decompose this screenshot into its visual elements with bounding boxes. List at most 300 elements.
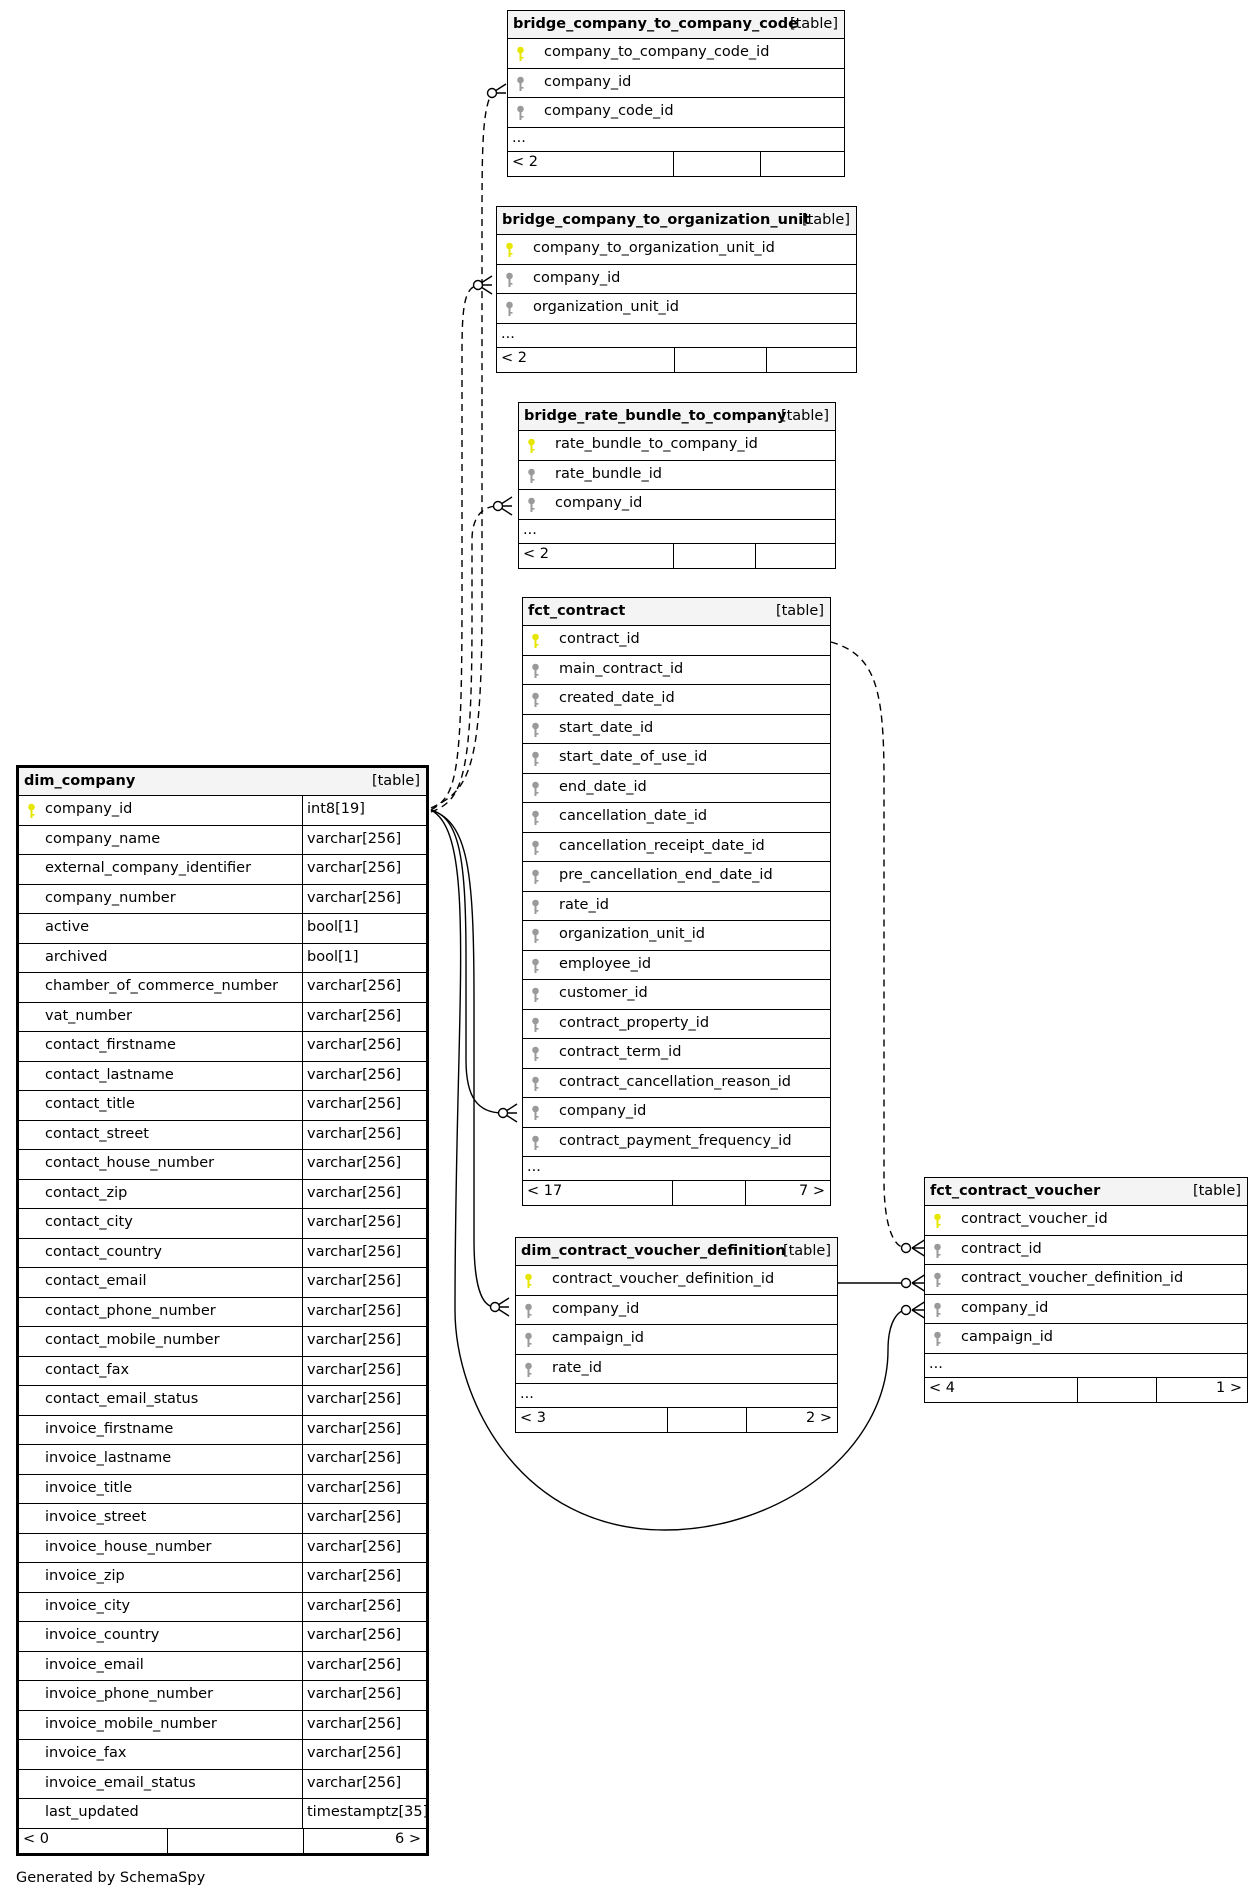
column-type: varchar[256] <box>302 1593 426 1622</box>
column-type: varchar[256] <box>302 885 426 914</box>
table-type: [table] <box>780 408 829 424</box>
foreign-key-icon <box>505 301 514 317</box>
column-name[interactable]: contract_payment_frequency_id <box>559 1132 792 1149</box>
foreign-key-icon <box>516 76 525 92</box>
column-row[interactable] <box>519 461 835 491</box>
column-name[interactable]: contract_id <box>559 631 640 647</box>
foreign-key-icon <box>933 1272 942 1288</box>
column-row[interactable] <box>19 1062 426 1092</box>
parents-count[interactable]: < 0 <box>23 1830 49 1847</box>
column-name[interactable]: contact_house_number <box>45 1155 215 1171</box>
children-count[interactable]: 2 > <box>806 1410 832 1426</box>
foreign-key-icon <box>531 987 540 1003</box>
column-row[interactable] <box>19 1445 426 1475</box>
table-header[interactable] <box>519 403 835 431</box>
column-name[interactable]: contact_zip <box>45 1184 128 1201</box>
column-name[interactable]: company_to_organization_unit_id <box>533 240 775 256</box>
column-row[interactable] <box>516 1355 837 1385</box>
column-row[interactable] <box>497 294 856 324</box>
column-name[interactable]: organization_unit_id <box>559 926 705 942</box>
optional-marker <box>494 502 503 511</box>
footer-divider <box>766 348 767 372</box>
primary-key-icon <box>516 46 525 62</box>
column-row[interactable] <box>925 1236 1247 1266</box>
column-row[interactable] <box>925 1206 1247 1236</box>
column-type: varchar[256] <box>302 1062 426 1091</box>
column-row[interactable] <box>523 1039 830 1069</box>
column-row[interactable] <box>523 656 830 686</box>
table-header[interactable] <box>516 1238 837 1266</box>
table-type: [table] <box>782 1243 831 1259</box>
relationship-dim-company-to-voucher-definition <box>431 810 495 1307</box>
table-header[interactable] <box>925 1178 1247 1206</box>
table-type: [table] <box>1192 1183 1241 1199</box>
column-row[interactable] <box>19 1357 426 1387</box>
footer-divider <box>672 1181 673 1205</box>
column-type: varchar[256] <box>302 1150 426 1179</box>
footer-divider <box>1156 1378 1157 1402</box>
foreign-key-icon <box>531 1135 540 1151</box>
column-name[interactable]: organization_unit_id <box>533 299 679 315</box>
foreign-key-icon <box>933 1302 942 1318</box>
column-row[interactable] <box>19 855 426 885</box>
column-type: varchar[256] <box>302 1357 426 1386</box>
column-row[interactable] <box>19 1091 426 1121</box>
column-row[interactable] <box>523 626 830 656</box>
column-row[interactable] <box>19 1180 426 1210</box>
ellipsis: ... <box>512 129 526 146</box>
column-name[interactable]: contract_voucher_definition_id <box>552 1271 775 1287</box>
column-type: varchar[256] <box>302 1239 426 1268</box>
relationship-fct-contract-to-voucher <box>831 642 906 1248</box>
table-type: [table] <box>801 212 850 228</box>
column-row[interactable] <box>508 69 844 99</box>
column-row[interactable] <box>523 774 830 804</box>
table-bridge-rate-bundle-to-company[interactable] <box>518 402 836 569</box>
column-name[interactable]: invoice_mobile_number <box>45 1715 217 1732</box>
column-name[interactable]: invoice_house_number <box>45 1538 212 1555</box>
column-name[interactable]: company_id <box>552 1300 640 1317</box>
footer-divider <box>167 1829 168 1853</box>
foreign-key-icon <box>524 1303 533 1319</box>
column-row[interactable] <box>19 1504 426 1534</box>
optional-marker <box>902 1279 911 1288</box>
ellipsis: ... <box>501 325 515 342</box>
table-header[interactable] <box>19 768 426 796</box>
column-type: varchar[256] <box>302 1032 426 1061</box>
table-bridge-company-to-company-code[interactable] <box>507 10 845 177</box>
relationship-counts <box>497 348 856 372</box>
foreign-key-icon <box>531 958 540 974</box>
column-row[interactable] <box>19 1799 429 1829</box>
column-name[interactable]: contact_phone_number <box>45 1302 216 1319</box>
footer-divider <box>303 1829 304 1853</box>
column-type: varchar[256] <box>302 1180 426 1209</box>
foreign-key-icon <box>531 869 540 885</box>
column-row[interactable] <box>523 862 830 892</box>
primary-key-icon <box>531 633 540 649</box>
primary-key-icon <box>505 242 514 258</box>
footer-divider <box>755 544 756 568</box>
foreign-key-icon <box>531 840 540 856</box>
column-name[interactable]: company_to_company_code_id <box>544 44 770 60</box>
column-name[interactable]: contract_voucher_definition_id <box>961 1270 1184 1286</box>
column-row[interactable] <box>19 1416 426 1446</box>
column-row[interactable] <box>19 1681 426 1711</box>
foreign-key-icon <box>531 722 540 738</box>
relationship-counts <box>925 1378 1247 1402</box>
column-name[interactable]: invoice_email <box>45 1656 144 1673</box>
column-row[interactable] <box>523 803 830 833</box>
column-name[interactable]: invoice_title <box>45 1479 133 1496</box>
column-row[interactable] <box>497 235 856 265</box>
table-name[interactable]: bridge_rate_bundle_to_company <box>524 408 787 424</box>
column-name[interactable]: contact_lastname <box>45 1066 174 1083</box>
column-row[interactable] <box>523 744 830 774</box>
table-name[interactable]: fct_contract <box>528 603 626 619</box>
children-count[interactable]: 7 > <box>799 1183 825 1199</box>
column-row[interactable] <box>19 1711 426 1741</box>
column-name[interactable]: cancellation_receipt_date_id <box>559 837 765 854</box>
column-name[interactable]: rate_id <box>559 896 609 913</box>
column-type: varchar[256] <box>302 1091 426 1120</box>
optional-marker <box>491 1303 500 1312</box>
column-row[interactable] <box>523 921 830 951</box>
column-row[interactable] <box>19 1150 426 1180</box>
column-type: varchar[256] <box>302 1681 426 1710</box>
footer-divider <box>760 152 761 176</box>
table-name[interactable]: fct_contract_voucher <box>930 1183 1101 1199</box>
column-name[interactable]: invoice_email_status <box>45 1774 196 1791</box>
column-row[interactable] <box>19 1209 426 1239</box>
primary-key-icon <box>27 803 36 819</box>
children-count[interactable]: 1 > <box>1216 1379 1242 1396</box>
column-type: varchar[256] <box>302 1209 426 1238</box>
column-name[interactable]: company_name <box>45 830 161 847</box>
column-row[interactable] <box>19 1327 426 1357</box>
column-type: bool[1] <box>302 944 426 973</box>
foreign-key-icon <box>933 1243 942 1259</box>
column-name[interactable]: start_date_id <box>559 719 654 736</box>
column-type: varchar[256] <box>302 1770 426 1799</box>
column-name[interactable]: vat_number <box>45 1007 132 1024</box>
column-name[interactable]: contact_fax <box>45 1361 130 1378</box>
optional-marker <box>488 89 497 98</box>
relationship-counts <box>19 1829 426 1853</box>
relationship-counts <box>519 544 835 568</box>
primary-key-icon <box>524 1273 533 1289</box>
column-name[interactable]: chamber_of_commerce_number <box>45 978 279 994</box>
column-row[interactable] <box>19 944 426 974</box>
column-name[interactable]: contract_id <box>961 1240 1042 1257</box>
column-name[interactable]: archived <box>45 948 108 965</box>
column-row[interactable] <box>19 1386 426 1416</box>
column-name[interactable]: company_id <box>533 269 621 286</box>
column-name[interactable]: rate_bundle_id <box>555 465 662 482</box>
column-name[interactable]: invoice_lastname <box>45 1450 172 1466</box>
column-row[interactable] <box>516 1296 837 1326</box>
column-type: varchar[256] <box>302 1711 426 1740</box>
column-name[interactable]: rate_id <box>552 1359 602 1376</box>
column-name[interactable]: campaign_id <box>961 1329 1053 1345</box>
foreign-key-icon <box>516 105 525 121</box>
ellipsis: ... <box>527 1159 541 1175</box>
column-name[interactable]: contact_street <box>45 1125 149 1142</box>
column-name[interactable]: company_id <box>961 1299 1049 1316</box>
column-name[interactable]: invoice_phone_number <box>45 1686 214 1702</box>
footer-divider <box>673 544 674 568</box>
footer-divider <box>746 1408 747 1432</box>
parents-count[interactable]: < 17 <box>527 1183 563 1199</box>
foreign-key-icon <box>505 272 514 288</box>
column-type: varchar[256] <box>302 855 426 884</box>
column-type: varchar[256] <box>302 826 426 855</box>
table-bridge-company-to-organization-unit[interactable] <box>496 206 857 373</box>
generator-credit: Generated by SchemaSpy <box>16 1870 206 1886</box>
foreign-key-icon <box>524 1332 533 1348</box>
column-name[interactable]: company_id <box>555 495 643 511</box>
column-type: varchar[256] <box>302 1268 426 1297</box>
column-name[interactable]: external_company_identifier <box>45 860 252 876</box>
foreign-key-icon <box>531 692 540 708</box>
column-name[interactable]: invoice_zip <box>45 1568 125 1584</box>
column-name[interactable]: end_date_id <box>559 778 647 795</box>
primary-key-icon <box>933 1213 942 1229</box>
column-name[interactable]: cancellation_date_id <box>559 808 708 824</box>
footer-divider <box>673 152 674 176</box>
column-row[interactable] <box>925 1265 1247 1295</box>
more-columns-row <box>519 520 835 544</box>
column-row[interactable] <box>19 1593 426 1623</box>
column-name[interactable]: rate_bundle_to_company_id <box>555 436 758 452</box>
column-row[interactable] <box>523 715 830 745</box>
table-type: [table] <box>371 773 420 789</box>
table-fct-contract[interactable] <box>522 597 831 1206</box>
column-type: varchar[256] <box>302 1416 426 1445</box>
table-header[interactable] <box>523 598 830 626</box>
column-row[interactable] <box>19 1475 426 1505</box>
column-name[interactable]: company_code_id <box>544 103 674 119</box>
column-name[interactable]: contract_property_id <box>559 1014 710 1031</box>
column-row[interactable] <box>508 98 844 128</box>
column-row[interactable] <box>19 1003 426 1033</box>
column-row[interactable] <box>19 1770 426 1800</box>
column-type: varchar[256] <box>302 973 426 1002</box>
footer-divider <box>1077 1378 1078 1402</box>
table-dim-company[interactable] <box>16 765 429 1856</box>
column-type: varchar[256] <box>302 1652 426 1681</box>
more-columns-row <box>516 1384 837 1408</box>
more-columns-row <box>925 1354 1247 1378</box>
column-name[interactable]: company_id <box>45 801 133 817</box>
table-fct-contract-voucher[interactable] <box>924 1177 1248 1403</box>
column-type: varchar[256] <box>302 1298 426 1327</box>
foreign-key-icon <box>531 1046 540 1062</box>
column-name[interactable]: start_date_of_use_id <box>559 749 708 765</box>
column-name[interactable]: created_date_id <box>559 690 675 706</box>
column-name[interactable]: contact_country <box>45 1243 162 1260</box>
column-row[interactable] <box>523 1098 830 1128</box>
column-name[interactable]: invoice_street <box>45 1509 147 1525</box>
column-name[interactable]: contract_term_id <box>559 1044 682 1060</box>
foreign-key-icon <box>933 1331 942 1347</box>
column-name[interactable]: customer_id <box>559 985 648 1001</box>
column-name[interactable]: last_updated <box>45 1804 139 1820</box>
footer-divider <box>745 1181 746 1205</box>
relationship-dim-company-to-fct-contract <box>431 810 503 1113</box>
column-type: varchar[256] <box>302 1475 426 1504</box>
column-name[interactable]: contact_title <box>45 1096 135 1112</box>
foreign-key-icon <box>527 468 536 484</box>
footer-divider <box>667 1408 668 1432</box>
column-row[interactable] <box>523 1069 830 1099</box>
table-type: [table] <box>789 16 838 32</box>
ellipsis: ... <box>929 1355 943 1372</box>
column-name[interactable]: pre_cancellation_end_date_id <box>559 867 773 883</box>
column-row[interactable] <box>19 1268 426 1298</box>
relationship-dim-company-to-bridge-org-unit <box>431 285 478 810</box>
column-row[interactable] <box>19 1032 426 1062</box>
table-header[interactable] <box>497 207 856 235</box>
column-name[interactable]: contract_cancellation_reason_id <box>559 1073 791 1090</box>
column-name[interactable]: invoice_fax <box>45 1745 127 1761</box>
foreign-key-icon <box>531 1017 540 1033</box>
column-row[interactable] <box>19 1121 426 1151</box>
column-type: bool[1] <box>302 914 426 943</box>
parents-count[interactable]: < 2 <box>523 545 549 562</box>
column-name[interactable]: contact_email_status <box>45 1391 199 1407</box>
column-row[interactable] <box>497 265 856 295</box>
foreign-key-icon <box>524 1362 533 1378</box>
column-row[interactable] <box>19 1298 426 1328</box>
column-row[interactable] <box>19 1622 426 1652</box>
table-type: [table] <box>775 603 824 619</box>
column-name[interactable]: invoice_firstname <box>45 1420 174 1437</box>
parents-count[interactable]: < 4 <box>929 1379 955 1396</box>
more-columns-row <box>508 128 844 152</box>
column-type: varchar[256] <box>302 1445 426 1474</box>
ellipsis: ... <box>523 521 537 538</box>
column-name[interactable]: company_id <box>559 1103 647 1119</box>
column-row[interactable] <box>19 826 426 856</box>
foreign-key-icon <box>531 781 540 797</box>
column-name[interactable]: invoice_country <box>45 1627 160 1643</box>
column-row[interactable] <box>19 885 426 915</box>
column-type: varchar[256] <box>302 1504 426 1533</box>
column-name[interactable]: company_number <box>45 889 176 906</box>
ellipsis: ... <box>520 1386 534 1402</box>
column-row[interactable] <box>519 431 835 461</box>
foreign-key-icon <box>531 751 540 767</box>
column-type: varchar[256] <box>302 1563 426 1592</box>
column-row[interactable] <box>523 685 830 715</box>
column-row[interactable] <box>19 914 426 944</box>
column-row[interactable] <box>523 1128 830 1158</box>
foreign-key-icon <box>531 810 540 826</box>
column-row[interactable] <box>19 1652 426 1682</box>
column-row[interactable] <box>523 1010 830 1040</box>
column-row[interactable] <box>19 1740 426 1770</box>
column-name[interactable]: contact_mobile_number <box>45 1332 220 1348</box>
relationship-counts <box>516 1408 837 1432</box>
column-name[interactable]: campaign_id <box>552 1330 644 1346</box>
column-type: varchar[256] <box>302 1740 426 1769</box>
foreign-key-icon <box>531 899 540 915</box>
more-columns-row <box>497 324 856 348</box>
column-row[interactable] <box>925 1324 1247 1354</box>
table-name[interactable]: bridge_company_to_company_code <box>513 16 798 32</box>
table-name[interactable]: bridge_company_to_organization_unit <box>502 212 811 228</box>
column-row[interactable] <box>516 1266 837 1296</box>
table-name[interactable]: dim_contract_voucher_definition <box>521 1243 786 1259</box>
parents-count[interactable]: < 2 <box>512 153 538 170</box>
column-type: varchar[256] <box>302 1327 426 1356</box>
parents-count[interactable]: < 3 <box>520 1410 546 1426</box>
column-row[interactable] <box>523 833 830 863</box>
column-row[interactable] <box>19 1563 426 1593</box>
foreign-key-icon <box>531 1076 540 1092</box>
column-row[interactable] <box>925 1295 1247 1325</box>
foreign-key-icon <box>531 1105 540 1121</box>
column-name[interactable]: main_contract_id <box>559 660 684 677</box>
column-name[interactable]: contact_firstname <box>45 1037 176 1053</box>
primary-key-icon <box>527 438 536 454</box>
column-type: varchar[256] <box>302 1386 426 1415</box>
column-type: varchar[256] <box>302 1003 426 1032</box>
column-name[interactable]: invoice_city <box>45 1597 131 1614</box>
optional-marker <box>499 1109 508 1118</box>
parents-count[interactable]: < 2 <box>501 349 527 366</box>
table-header[interactable] <box>508 11 844 39</box>
column-type: varchar[256] <box>302 1534 426 1563</box>
relationship-counts <box>508 152 844 176</box>
foreign-key-icon <box>531 663 540 679</box>
column-type: varchar[256] <box>302 1121 426 1150</box>
column-row[interactable] <box>516 1325 837 1355</box>
footer-divider <box>674 348 675 372</box>
column-row[interactable] <box>508 39 844 69</box>
column-name[interactable]: contact_city <box>45 1214 133 1230</box>
relationship-dim-company-to-bridge-company-code <box>431 93 492 808</box>
column-name[interactable]: employee_id <box>559 955 652 972</box>
column-row[interactable] <box>523 892 830 922</box>
table-name[interactable]: dim_company <box>24 773 136 789</box>
column-row[interactable] <box>523 951 830 981</box>
foreign-key-icon <box>531 928 540 944</box>
column-row[interactable] <box>19 1239 426 1269</box>
optional-marker <box>902 1244 911 1253</box>
column-type: varchar[256] <box>302 1622 426 1651</box>
column-name[interactable]: contract_voucher_id <box>961 1211 1108 1227</box>
more-columns-row <box>523 1157 830 1181</box>
column-row[interactable] <box>519 490 835 520</box>
column-row[interactable] <box>19 796 426 826</box>
column-name[interactable]: active <box>45 919 90 935</box>
column-name[interactable]: contact_email <box>45 1273 147 1289</box>
table-dim-contract-voucher-definition[interactable] <box>515 1237 838 1433</box>
column-name[interactable]: company_id <box>544 73 632 90</box>
optional-marker <box>474 281 483 290</box>
column-row[interactable] <box>19 973 426 1003</box>
relationship-dim-company-to-bridge-rate-bundle <box>431 506 498 812</box>
children-count[interactable]: 6 > <box>395 1830 421 1847</box>
column-row[interactable] <box>19 1534 426 1564</box>
column-type: int8[19] <box>302 796 426 825</box>
column-type: timestamptz[35] <box>302 1799 426 1828</box>
relationship-counts <box>523 1181 830 1205</box>
foreign-key-icon <box>527 497 536 513</box>
column-row[interactable] <box>523 980 830 1010</box>
